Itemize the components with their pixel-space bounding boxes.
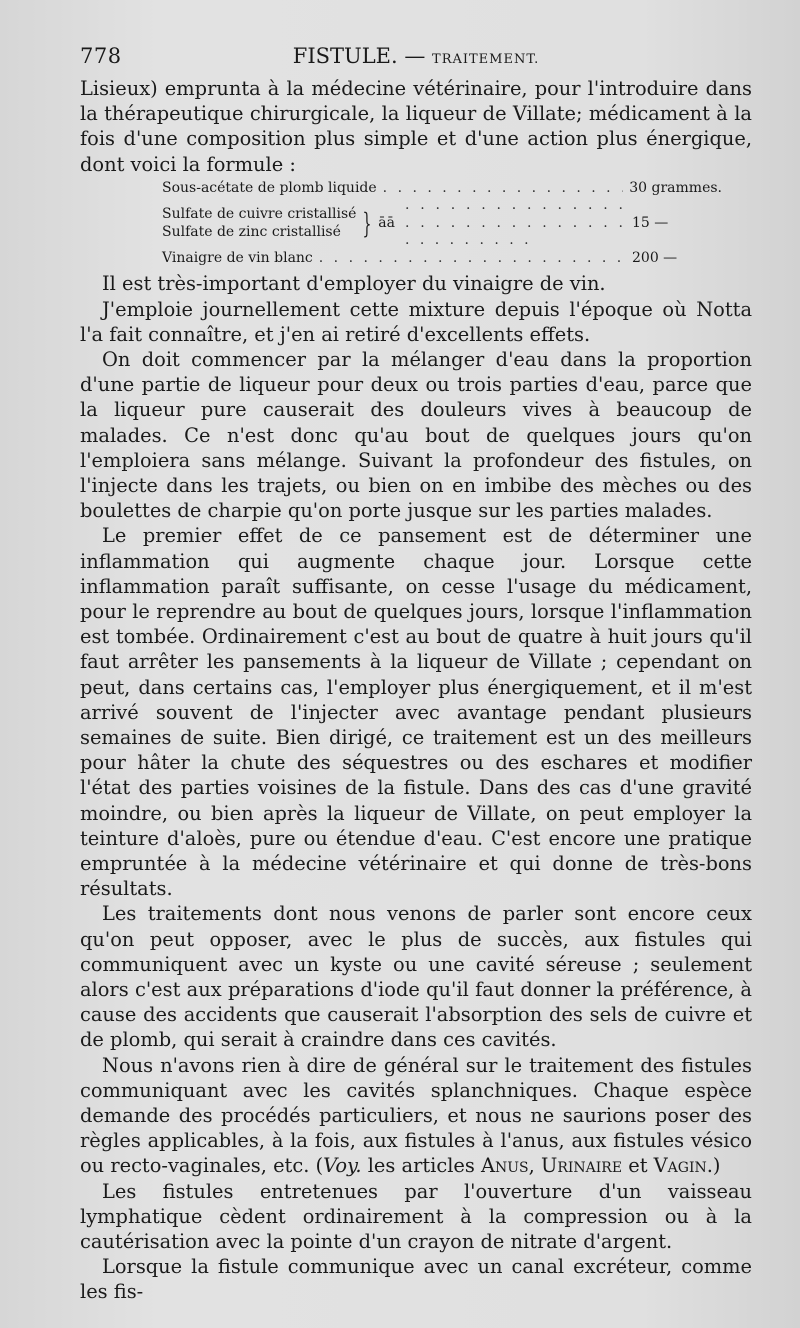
formula-group [162, 197, 722, 250]
brace-icon: } [362, 206, 372, 240]
paragraph-4: Le premier effet de ce pansement est de déterminer une inflammation qui augmente chaque jour. Lorsque cette inflammation paraît suffisante, on cesse l'usage du médicament, pour le reprendre au bout de quelques jours, lorsque l'inflammation est tombée. Ordinairement c'est au bout de quatre à huit jours qu'il faut arrêter les pansements à la liqueur de Villate ; cependant on peut, dans certains cas, l'employer plus énergiquement, et il m'est arrivé souvent de l'injecter avec avantage pendant plusieurs semaines de suite. Bien dirigé, ce traitement est un des meilleurs pour hâter la chute des séquestres ou des eschares et modifier l'état des parties voisines de la fistule. Dans des cas d'une gravité moindre, ou bien après la liqueur de Villate, on peut employer la teinture d'aloès, pure ou étendue d'eau. C'est encore une pratique empruntée à la médecine vétérinaire et qui donne de très-bons résultats. [80, 524, 752, 901]
paragraph-6-mid: les articles [361, 1154, 481, 1178]
voy-abbreviation: Voy. [323, 1154, 362, 1178]
formula-group-names [162, 206, 356, 241]
paragraph-2: J'emploie journellement cette mixture depuis l'époque où Notta l'a fait connaître, et j'en ai retiré d'excellents effets. [80, 297, 752, 346]
formula-block [162, 180, 722, 268]
paragraph-6-sep: et [622, 1154, 654, 1178]
running-head-subtitle: TRAITEMENT. [432, 52, 540, 67]
paragraph-1: Il est très-important d'employer du vinaigre de vin. [102, 272, 606, 296]
article-ref-urinaire: Urinaire [540, 1154, 623, 1178]
paragraph-8: Lorsque la fistule communique avec un canal excréteur, comme les fis- [80, 1255, 752, 1304]
ingredient-name: Sous-acétate de plomb liquide [162, 179, 377, 196]
ingredient-name: Sulfate de zinc cristallisé [162, 223, 341, 240]
article-ref-vagin: Vagin [653, 1154, 707, 1178]
page-header [80, 44, 752, 72]
paragraph-6-sep: , [528, 1154, 541, 1178]
paragraph-7: Les fistules entretenues par l'ouverture d'un vaisseau lymphatique cèdent ordinairement à la compression ou à la cautérisation avec la pointe d'un crayon de nitrate d'argent. [80, 1179, 752, 1254]
aa-abbreviation: āā [378, 214, 395, 231]
ingredient-name: Vinaigre de vin blanc [162, 249, 313, 266]
paragraph-3: On doit commencer par la mélanger d'eau dans la proportion d'une partie de liqueur pour deux ou trois parties d'eau, parce que la liqueur pure causerait des douleurs vives à beaucoup de malades. Ce n'est donc qu'au bout de quelques jours qu'on l'emploiera sans mélange. Suivant la profondeur des fistules, on l'injecte dans les trajets, ou bien on en imbibe des mèches ou des boulettes de charpie qu'on porte jusque sur les parties malades. [80, 347, 752, 523]
paragraph-0: Lisieux) emprunta à la médecine vétérinaire, pour l'introduire dans la thérapeutique chirurgicale, la liqueur de Villate; médicament à la fois d'une composition plus simple et d'une action plus énergique, dont voici la formule : [80, 77, 752, 176]
leader-dots [383, 180, 624, 198]
ingredient-quantity: 15 — [632, 214, 669, 231]
leader-dots [405, 197, 626, 250]
ingredient-quantity: 30 grammes. [629, 179, 722, 196]
ingredient-name: Sulfate de cuivre cristallisé [162, 206, 357, 223]
paragraph-5: Les traitements dont nous venons de parler sont encore ceux qu'on peut opposer, avec le plus de succès, aux fistules qui communiquent avec un kyste ou une cavité séreuse ; seulement alors c'est aux préparations d'iode qu'il faut donner la préférence, à cause des accidents que causerait l'absorption des sels de cuivre et de plomb, qui serait à craindre dans ces cavités. [80, 902, 752, 1052]
running-head-title: FISTULE. [292, 44, 398, 68]
ingredient-quantity: 200 — [632, 249, 678, 266]
page-number: 778 [80, 44, 122, 68]
formula-row [162, 250, 722, 268]
page-body [80, 76, 752, 1305]
paragraph-6-end: .) [706, 1154, 721, 1178]
paragraph-6-text: Nous n'avons rien à dire de général sur le traitement des fistules communiquant avec les cavités splanchniques. Chaque espèce demande des procédés particuliers, et nous ne saurions poser des règles applicables, à la fois, aux fistules à l'anus, aux fistules vésico ou recto-vaginales, etc. ( [80, 1053, 752, 1178]
article-ref-anus: Anus [481, 1154, 529, 1178]
running-head [80, 44, 752, 68]
paragraph-6 [80, 1053, 752, 1179]
formula-row [162, 180, 722, 198]
running-head-dash: — [397, 44, 433, 68]
leader-dots [319, 250, 626, 268]
